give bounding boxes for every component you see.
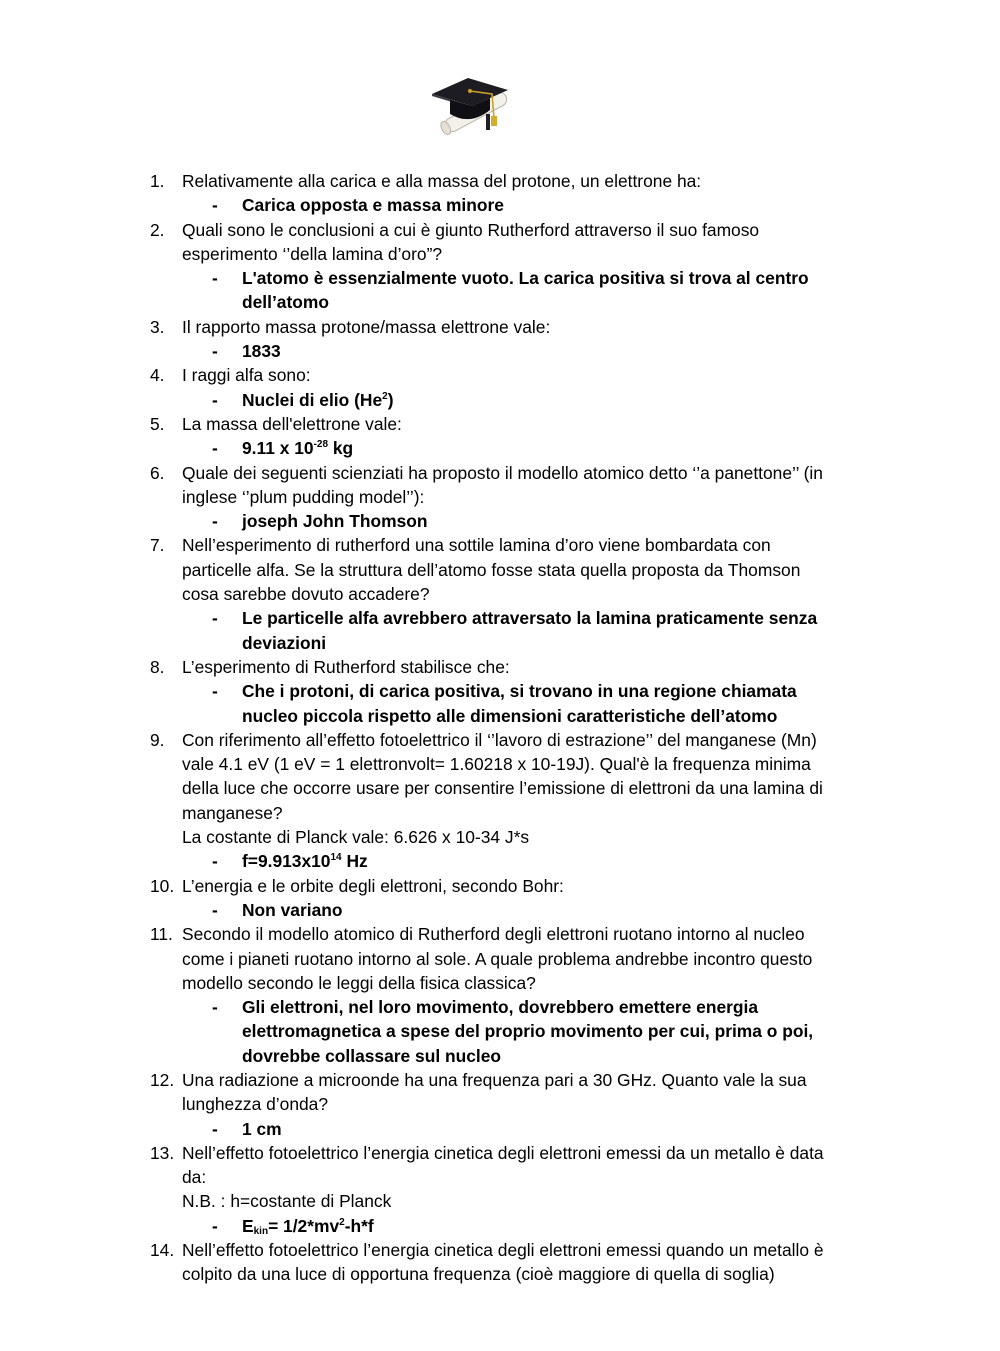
question-line	[0, 1068, 1000, 1092]
answer-bullet: -	[212, 195, 218, 216]
question-text: colpito da una luce di opportuna frequenza (cioè maggiore di quella di soglia)	[182, 1264, 775, 1285]
question-line	[0, 655, 1000, 679]
answer-text	[242, 290, 329, 314]
answer-line	[0, 339, 1000, 363]
answer-line	[0, 1044, 1000, 1068]
answer-line	[0, 679, 1000, 703]
question-line	[0, 1262, 1000, 1286]
question-number: 4.	[150, 365, 165, 386]
question-line	[0, 922, 1000, 946]
answer-fragment: deviazioni	[242, 632, 327, 653]
question-text: come i pianeti ruotano intorno al sole. A quale problema andrebbe incontro questo	[182, 948, 813, 969]
answer-bullet: -	[212, 511, 218, 532]
question-text: modello secondo le leggi della fisica classica?	[182, 972, 536, 993]
answer-text	[242, 436, 353, 460]
answer-fragment: E	[242, 1215, 254, 1236]
question-text: I raggi alfa sono:	[182, 365, 311, 386]
question-line	[0, 582, 1000, 606]
question-number: 1.	[150, 171, 165, 191]
answer-fragment: nucleo piccola rispetto alle dimensioni caratteristiche dell’atomo	[242, 705, 778, 726]
question-line	[0, 242, 1000, 266]
answer-bullet: -	[212, 268, 218, 289]
superscript: 2	[382, 390, 388, 402]
superscript: 14	[330, 852, 342, 864]
question-line	[0, 558, 1000, 582]
question-text: cosa sarebbe dovuto accadere?	[182, 584, 430, 605]
question-line	[0, 533, 1000, 557]
answer-fragment: Nuclei di elio (He	[242, 389, 383, 410]
answer-fragment: Le particelle alfa avrebbero attraversato la lamina praticamente senza	[242, 608, 818, 629]
question-line	[0, 1141, 1000, 1165]
question-text: manganese?	[182, 802, 283, 823]
question-text: L’energia e le orbite degli elettroni, secondo Bohr:	[182, 875, 564, 896]
question-number: 11.	[150, 924, 173, 945]
answer-text	[242, 339, 281, 363]
question-text: Nell’effetto fotoelettrico l’energia cinetica degli elettroni emessi da un metallo è data	[182, 1142, 824, 1163]
answer-line	[0, 509, 1000, 533]
answer-line	[0, 995, 1000, 1019]
answer-line	[0, 1214, 1000, 1238]
answer-fragment: Hz	[341, 851, 368, 872]
answer-text	[242, 1117, 282, 1141]
question-text: Quali sono le conclusioni a cui è giunto Rutherford attraverso il suo famoso	[182, 219, 760, 240]
question-line	[0, 825, 1000, 849]
answer-fragment: kg	[328, 438, 354, 459]
answer-bullet: -	[212, 851, 218, 872]
question-line	[0, 971, 1000, 995]
answer-text	[242, 1019, 813, 1043]
question-number: 9.	[150, 729, 165, 750]
answer-line	[0, 849, 1000, 873]
answer-fragment: 1 cm	[242, 1118, 282, 1139]
question-text: N.B. : h=costante di Planck	[182, 1191, 392, 1212]
question-line	[0, 752, 1000, 776]
answer-fragment: 1833	[242, 341, 281, 362]
answer-bullet: -	[212, 899, 218, 920]
answer-fragment: Gli elettroni, nel loro movimento, dovrebbero emettere energia	[242, 997, 759, 1018]
answer-fragment: Che i protoni, di carica positiva, si trovano in una regione chiamata	[242, 681, 797, 702]
answer-line	[0, 388, 1000, 412]
question-line	[0, 169, 1000, 193]
answer-bullet: -	[212, 1118, 218, 1139]
question-text: Una radiazione a microonde ha una frequenza pari a 30 GHz. Quanto vale la sua	[182, 1069, 807, 1090]
answer-text	[242, 193, 504, 217]
question-text: Nell’effetto fotoelettrico l’energia cinetica degli elettroni emessi quando un metallo è	[182, 1240, 824, 1261]
answer-bullet: -	[212, 681, 218, 702]
answer-bullet: -	[212, 608, 218, 629]
superscript: -28	[313, 439, 329, 451]
answer-fragment: -h*f	[344, 1215, 374, 1236]
question-number: 8.	[150, 656, 165, 677]
answer-fragment: dell’atomo	[242, 292, 329, 313]
question-number: 10.	[150, 875, 175, 896]
answer-text	[242, 631, 326, 655]
question-line	[0, 1165, 1000, 1189]
answer-text	[242, 606, 817, 630]
subscript: kin	[253, 1225, 269, 1237]
answer-fragment: f=9.913x10	[242, 851, 331, 872]
question-text: Con riferimento all’effetto fotoelettrico il ‘’lavoro di estrazione’’ del manganese (Mn)	[182, 729, 817, 750]
answer-line	[0, 704, 1000, 728]
answer-bullet: -	[212, 997, 218, 1018]
question-number: 12.	[150, 1069, 175, 1090]
answer-text	[242, 849, 368, 873]
question-number: 14.	[150, 1240, 175, 1261]
question-text: esperimento ‘’della lamina d’oro”?	[182, 243, 443, 264]
question-number: 3.	[150, 316, 165, 337]
answer-line	[0, 436, 1000, 460]
answer-fragment: elettromagnetica a spese del proprio movimento per cui, prima o poi,	[242, 1021, 814, 1042]
question-line	[0, 801, 1000, 825]
question-text: Il rapporto massa protone/massa elettrone vale:	[182, 316, 551, 337]
answer-fragment: Carica opposta e massa minore	[242, 195, 504, 216]
answer-fragment: Non variano	[242, 899, 343, 920]
question-text: La massa dell'elettrone vale:	[182, 413, 402, 434]
answer-line	[0, 1117, 1000, 1141]
question-text: Nell’esperimento di rutherford una sottile lamina d’oro viene bombardata con	[182, 535, 771, 556]
answer-text	[242, 388, 393, 412]
question-line	[0, 315, 1000, 339]
question-line	[0, 1092, 1000, 1116]
answer-text	[242, 704, 777, 728]
answer-fragment: )	[387, 389, 394, 410]
question-number: 2.	[150, 219, 165, 240]
question-number: 5.	[150, 413, 165, 434]
question-text: Secondo il modello atomico di Rutherford degli elettroni ruotano intorno al nucleo	[182, 924, 805, 945]
answer-text	[242, 266, 809, 290]
question-line	[0, 412, 1000, 436]
answer-bullet: -	[212, 341, 218, 362]
answer-line	[0, 266, 1000, 290]
question-number: 7.	[150, 535, 165, 556]
answer-line	[0, 193, 1000, 217]
question-text: da:	[182, 1167, 207, 1188]
answer-bullet: -	[212, 438, 218, 459]
question-line	[0, 947, 1000, 971]
question-line	[0, 728, 1000, 752]
answer-text	[242, 509, 428, 533]
question-line	[0, 1189, 1000, 1213]
answer-bullet: -	[212, 1215, 218, 1236]
question-line	[0, 1238, 1000, 1262]
answer-fragment: joseph John Thomson	[242, 511, 428, 532]
question-line	[0, 776, 1000, 800]
question-text: vale 4.1 eV (1 eV = 1 elettronvolt= 1.60218 x 10-19J). Qual'è la frequenza minima	[182, 754, 811, 775]
question-line	[0, 485, 1000, 509]
answer-fragment: = 1/2*mv	[268, 1215, 340, 1236]
question-text: lunghezza d’onda?	[182, 1094, 329, 1115]
question-text: della luce che occorre usare per consentire l’emissione di elettroni da una lamina di	[182, 778, 823, 799]
question-text: Relativamente alla carica e alla massa del protone, un elettrone ha:	[182, 171, 702, 191]
answer-line	[0, 290, 1000, 314]
answer-text	[242, 898, 343, 922]
question-text: Quale dei seguenti scienziati ha proposto il modello atomico detto ‘’a panettone’’ (in	[182, 462, 823, 483]
question-text: La costante di Planck vale: 6.626 x 10-34 J*s	[182, 827, 530, 848]
question-text: inglese ‘’plum pudding model’’):	[182, 486, 425, 507]
question-line	[0, 218, 1000, 242]
answer-text	[242, 679, 797, 703]
superscript: 2	[339, 1216, 345, 1228]
answer-text	[242, 1214, 374, 1238]
answer-line	[0, 898, 1000, 922]
question-number: 6.	[150, 462, 165, 483]
question-text: particelle alfa. Se la struttura dell’atomo fosse stata quella proposta da Thomson	[182, 559, 801, 580]
answer-bullet: -	[212, 389, 218, 410]
answer-line	[0, 606, 1000, 630]
question-line	[0, 363, 1000, 387]
answer-text	[242, 995, 758, 1019]
answer-fragment: L'atomo è essenzialmente vuoto. La carica positiva si trova al centro	[242, 268, 809, 289]
answer-fragment: 9.11 x 10	[242, 438, 314, 459]
question-list	[0, 169, 1000, 1287]
question-number: 13.	[150, 1142, 175, 1163]
graduation-cap-diploma-icon	[428, 70, 520, 136]
question-line	[0, 461, 1000, 485]
question-line	[0, 874, 1000, 898]
answer-line	[0, 1019, 1000, 1043]
answer-line	[0, 631, 1000, 655]
answer-text	[242, 1044, 501, 1068]
answer-fragment: dovrebbe collassare sul nucleo	[242, 1045, 502, 1066]
question-text: L’esperimento di Rutherford stabilisce che:	[182, 656, 510, 677]
